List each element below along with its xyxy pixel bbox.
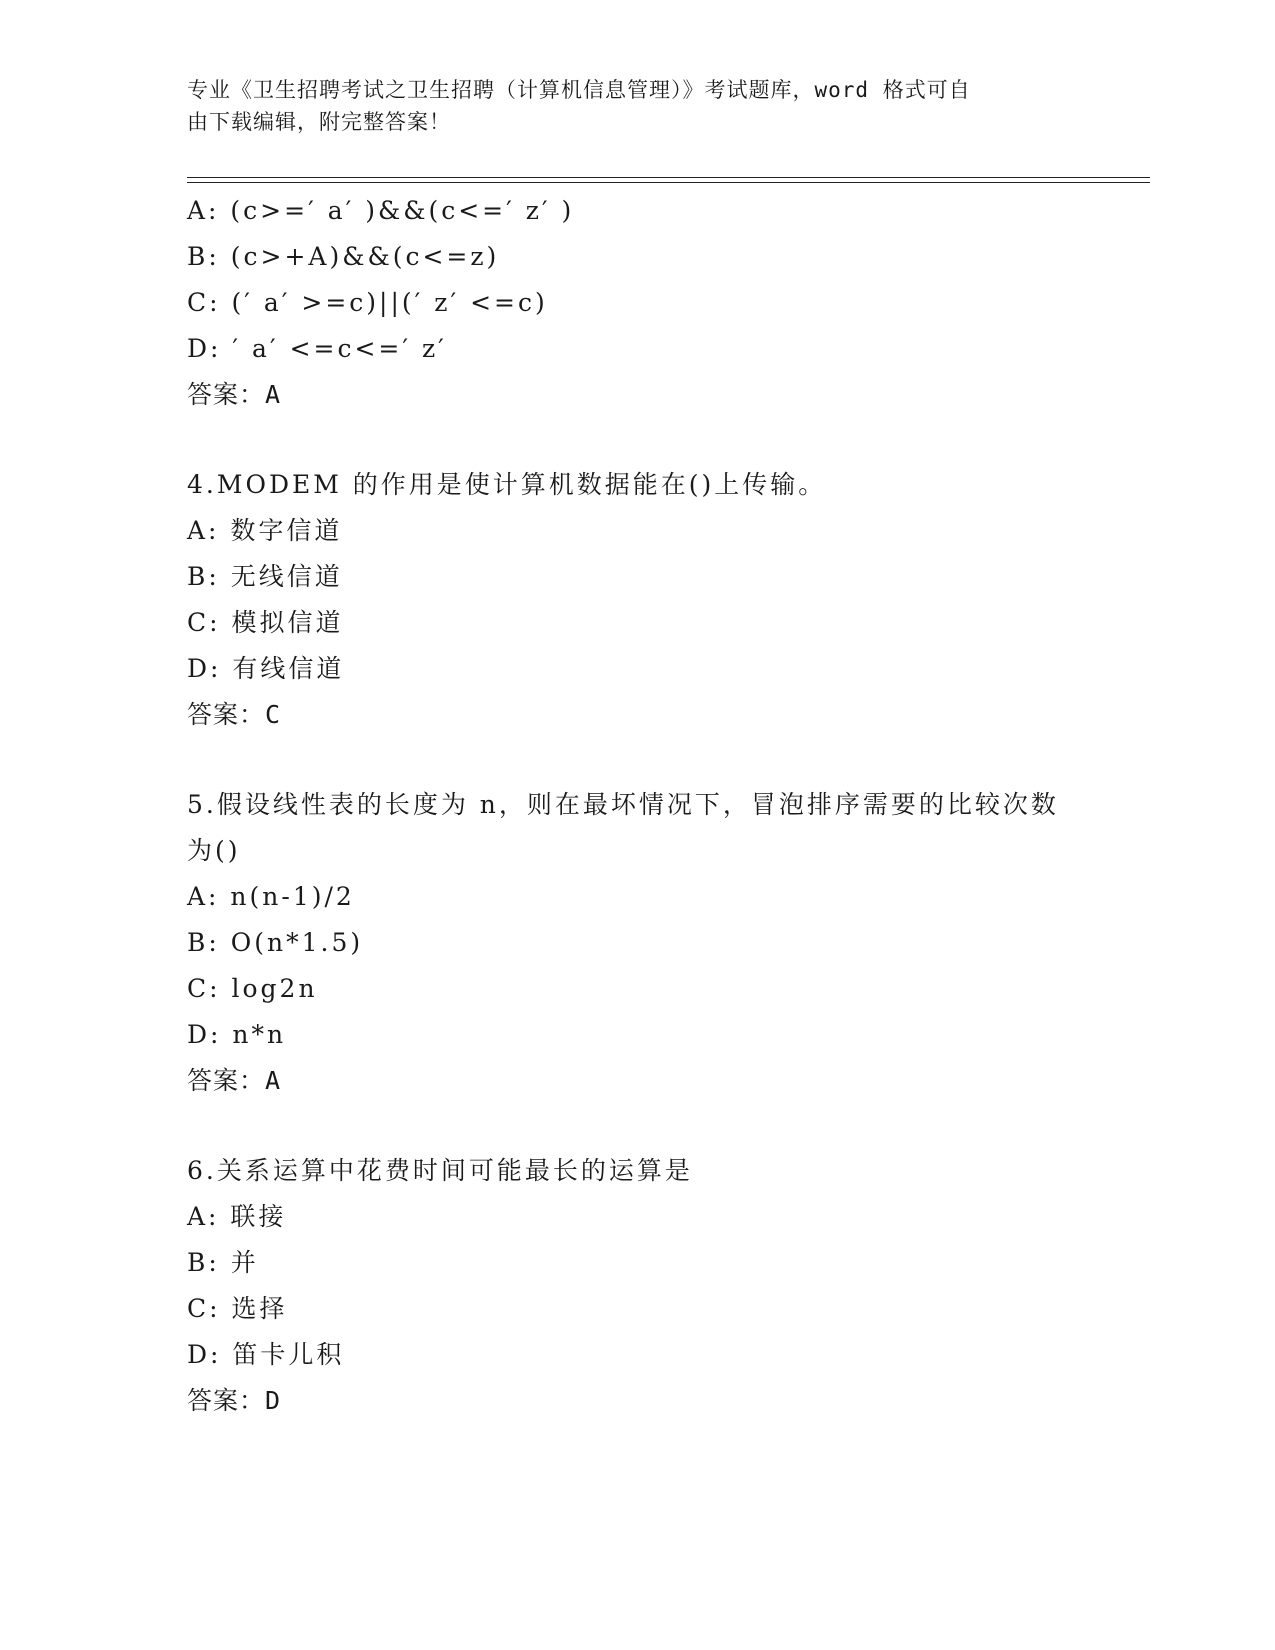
question-3 — [187, 188, 1147, 418]
option-c: C: 选择 — [187, 1294, 288, 1323]
answer: 答案：D — [187, 1386, 282, 1415]
question-4 — [187, 462, 1147, 738]
option-a: A: (c>=′ a′ )&&(c<=′ z′ ) — [187, 196, 575, 225]
answer: 答案：A — [187, 1066, 282, 1095]
option-a: A: 数字信道 — [187, 516, 343, 545]
option-b: B: 无线信道 — [187, 562, 343, 591]
option-c: C: (′ a′ >=c)||(′ z′ <=c) — [187, 288, 548, 317]
question-text: 4.MODEM 的作用是使计算机数据能在()上传输。 — [187, 470, 827, 499]
header-line-1: 专业《卫生招聘考试之卫生招聘（计算机信息管理）》考试题库，word 格式可自 — [187, 78, 971, 102]
option-a: A: 联接 — [187, 1202, 287, 1231]
option-b: B: (c>+A)&&(c<=z) — [187, 242, 500, 271]
option-c: C: log2n — [187, 974, 318, 1003]
question-text-line-1: 5.假设线性表的长度为 n，则在最坏情况下，冒泡排序需要的比较次数 — [187, 790, 1059, 819]
option-b: B: 并 — [187, 1248, 259, 1277]
question-5 — [187, 782, 1147, 1104]
option-c: C: 模拟信道 — [187, 608, 344, 637]
header-line-2: 由下载编辑，附完整答案！ — [187, 110, 451, 134]
option-b: B: O(n*1.5) — [187, 928, 364, 957]
answer: 答案：A — [187, 380, 282, 409]
option-d: D: ′ a′ <=c<=′ z′ — [187, 334, 447, 363]
question-text: 6.关系运算中花费时间可能最长的运算是 — [187, 1156, 693, 1185]
question-6 — [187, 1148, 1147, 1424]
question-text-line-2: 为() — [187, 836, 241, 865]
option-d: D: n*n — [187, 1020, 287, 1049]
header-divider-bottom — [187, 182, 1150, 183]
option-d: D: 有线信道 — [187, 654, 345, 683]
header-divider-top — [187, 177, 1150, 178]
question-list — [187, 188, 1147, 1424]
option-d: D: 笛卡儿积 — [187, 1340, 345, 1369]
option-a: A: n(n-1)/2 — [187, 882, 355, 911]
answer: 答案：C — [187, 700, 282, 729]
document-header — [187, 74, 1087, 138]
